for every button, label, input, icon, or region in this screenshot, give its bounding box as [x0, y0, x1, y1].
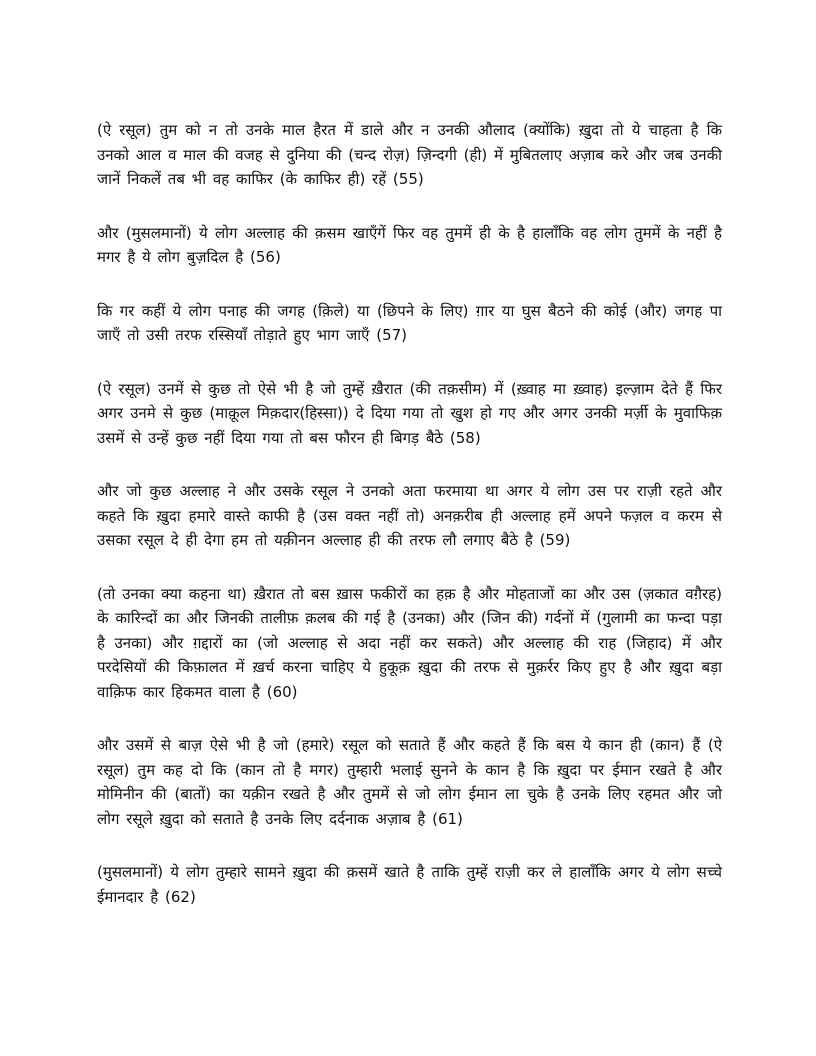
verse-paragraph-57: कि गर कहीं ये लोग पनाह की जगह (क़िले) या (छिपने के लिए) ग़ार या घुस बैठने की कोई (और) जगह पा जाएँ तो उसी तरफ रस्सियाँ तोड़ाते हुए भाग जाएँ (57)	[97, 301, 722, 344]
verse-paragraph-59: और जो कुछ अल्लाह ने और उसके रसूल ने उनको अता फरमाया था अगर ये लोग उस पर राज़ी रहते और कहते कि ख़ुदा हमारे वास्ते काफी है (उस वक्त नहीं तो) अनक़रीब ही अल्लाह हमें अपने फज़ल व करम से उसका रसूल दे ही देगा हम तो यक़ीनन अल्लाह ही की तरफ लौ लगाए बैठे है (59)	[97, 482, 722, 549]
verse-paragraph-55: (ऐ रसूल) तुम को न तो उनके माल हैरत में डाले और न उनकी औलाद (क्योंकि) ख़ुदा तो ये चाहता है कि उनको आल व माल की वजह से दुनिया की (चन्द रोज़) ज़िन्दगी (ही) में मुबितलाए अज़ाब करे और जब उनकी जानें निकलें तब भी वह काफिर (के काफिर ही) रहें (55)	[97, 121, 722, 188]
verse-paragraph-62: (मुसलमानों) ये लोग तुम्हारे सामने ख़ुदा की क़समें खाते है ताकि तुम्हें राज़ी कर ले हालाँकि अगर ये लोग सच्चे ईमानदार है (62)	[97, 863, 722, 906]
verse-paragraph-60: (तो उनका क्या कहना था) ख़ैरात तो बस ख़ास फकीरों का हक़ है और मोहताजों का और उस (ज़कात वग़ैरह) के कारिन्दों का और जिनकी तालीफ़ क़लब की गई है (उनका) और (जिन की) गर्दनों में (गुलामी का फन्दा पड़ा है उनका) और ग़द्दारों का (जो अल्लाह से अदा नहीं कर सकते) और अल्लाह की राह (जिहाद) में और परदेसियों की किफ़ालत में ख़र्च करना चाहिए ये हुकूक़ ख़ुदा की तरफ से मुक़र्रर किए हुए है और ख़ुदा बड़ा वाक़िफ कार हिकमत वाला है (60)	[97, 584, 722, 701]
verse-text-block	[97, 118, 722, 938]
verse-paragraph-56: और (मुसलमानों) ये लोग अल्लाह की क़सम खाएँगें फिर वह तुममें ही के है हालाँकि वह लोग तुममें के नहीं है मगर है ये लोग बुज़दिल है (56)	[97, 223, 722, 266]
verse-paragraph-58: (ऐ रसूल) उनमें से कुछ तो ऐसे भी है जो तुम्हें ख़ैरात (की तक़सीम) में (ख़्वाह मा ख़्वाह) इल्ज़ाम देते हैं फिर अगर उनमे से कुछ (माक़ूल मिक़दार(हिस्सा)) दे दिया गया तो खुश हो गए और अगर उनकी मर्ज़ी के मुवाफिक़ उसमें से उन्हें कुछ नहीं दिया गया तो बस फौरन ही बिगड़ बैठे (58)	[97, 379, 722, 447]
verse-paragraph-61: और उसमें से बाज़ ऐसे भी है जो (हमारे) रसूल को सताते हैं और कहते हैं कि बस ये कान ही (कान) हैं (ऐ रसूल) तुम कह दो कि (कान तो है मगर) तुम्हारी भलाई सुनने के कान है कि ख़ुदा पर ईमान रखते है और मोमिनीन की (बातों) का यक़ीन रखते है और तुममें से जो लोग ईमान ला चुके है उनके लिए रहमत और जो लोग रसूले ख़ुदा को सताते है उनके लिए दर्दनाक अज़ाब है (61)	[97, 736, 722, 828]
